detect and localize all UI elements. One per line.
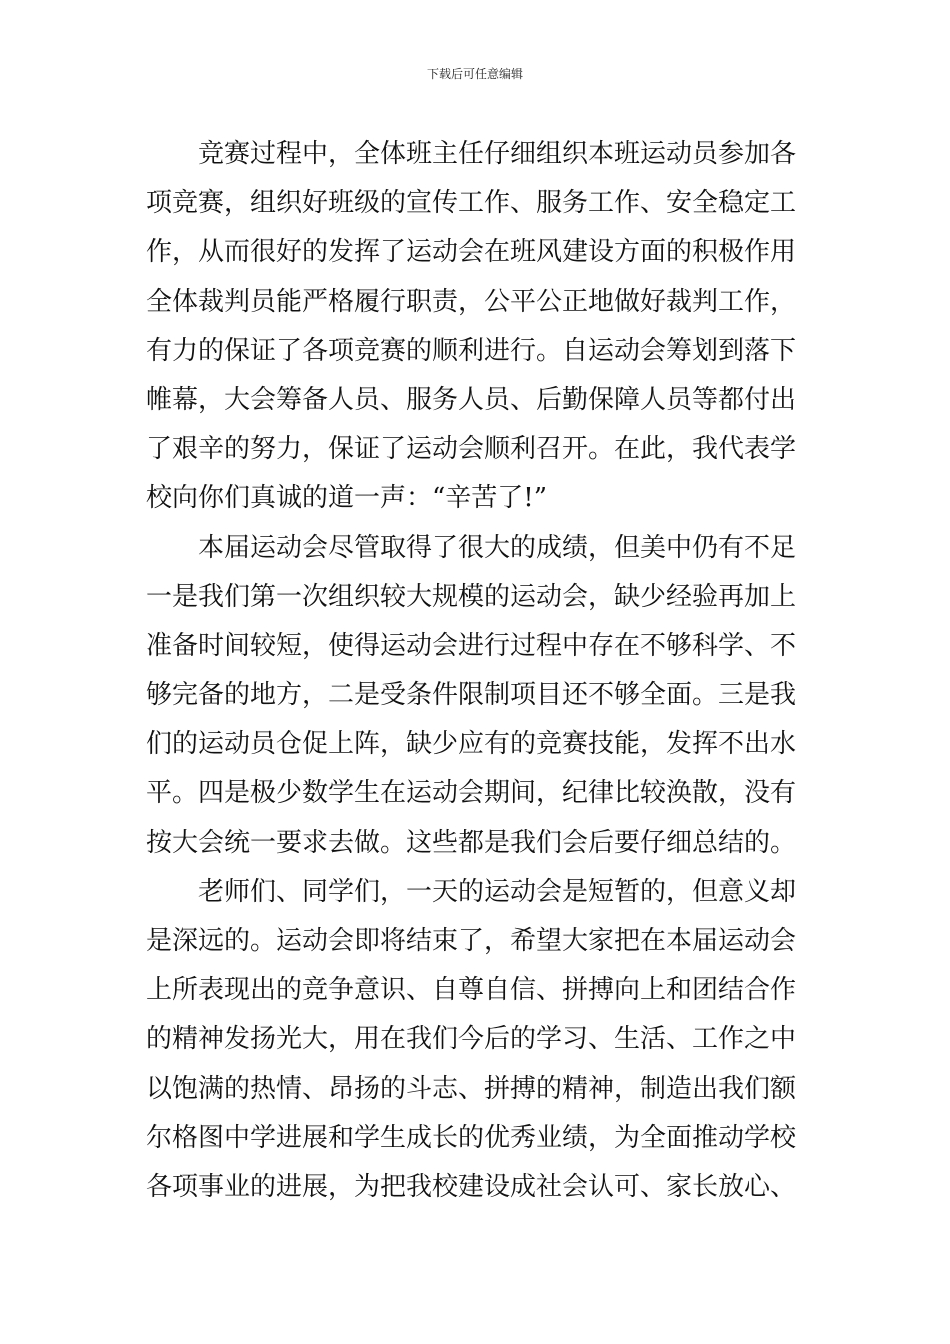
paragraph-2 [146, 524, 810, 868]
text-line: 们的运动员仓促上阵，缺少应有的竞赛技能，发挥不出水 [146, 729, 797, 760]
text-line: 竞赛过程中，全体班主任仔细组织本班运动员参加各 [198, 139, 797, 169]
text-line: 准备时间较短，使得运动会进行过程中存在不够科学、不 [146, 630, 797, 661]
text-line: 本届运动会尽管取得了很大的成绩，但美中仍有不足 [198, 532, 797, 563]
text-line: 全体裁判员能严格履行职责，公平公正地做好裁判工作， [146, 286, 797, 317]
text-line: 帷幕，大会筹备人员、服务人员、后勤保障人员等都付出 [146, 384, 797, 415]
text-line: 校向你们真诚的道一声：“辛苦了!” [146, 483, 548, 514]
text-line: 上所表现出的竞争意识、自尊自信、拼搏向上和团结合作 [146, 975, 797, 1006]
paragraph-3 [146, 868, 810, 1212]
text-line: 是深远的。运动会即将结束了，希望大家把在本届运动会 [146, 926, 797, 956]
text-line: 作，从而很好的发挥了运动会在班风建设方面的积极作用 [146, 237, 797, 268]
text-line: 尔格图中学进展和学生成长的优秀业绩，为全面推动学校 [146, 1122, 797, 1153]
text-line: 一是我们第一次组织较大规模的运动会，缺少经验再加上 [146, 581, 797, 612]
text-line: 以饱满的热情、昂扬的斗志、拼搏的精神，制造出我们额 [146, 1073, 797, 1104]
paragraph-1 [146, 130, 810, 524]
text-line: 各项事业的进展，为把我校建设成社会认可、家长放心、 [146, 1171, 797, 1202]
text-line: 够完备的地方，二是受条件限制项目还不够全面。三是我 [146, 680, 797, 711]
text-line: 了艰辛的努力，保证了运动会顺利召开。在此，我代表学 [146, 434, 797, 465]
text-line: 老师们、同学们，一天的运动会是短暂的，但意义却 [198, 876, 797, 907]
text-line: 平。四是极少数学生在运动会期间，纪律比较涣散，没有 [146, 778, 797, 809]
text-line: 按大会统一要求去做。这些都是我们会后要仔细总结的。 [146, 827, 797, 858]
text-line: 的精神发扬光大，用在我们今后的学习、生活、工作之中 [146, 1024, 797, 1055]
document-body [146, 130, 810, 1212]
page-header: 下载后可任意编辑 [426, 67, 523, 81]
text-line: 项竞赛，组织好班级的宣传工作、服务工作、安全稳定工 [146, 188, 797, 219]
text-line: 有力的保证了各项竞赛的顺利进行。自运动会筹划到落下 [146, 335, 797, 366]
